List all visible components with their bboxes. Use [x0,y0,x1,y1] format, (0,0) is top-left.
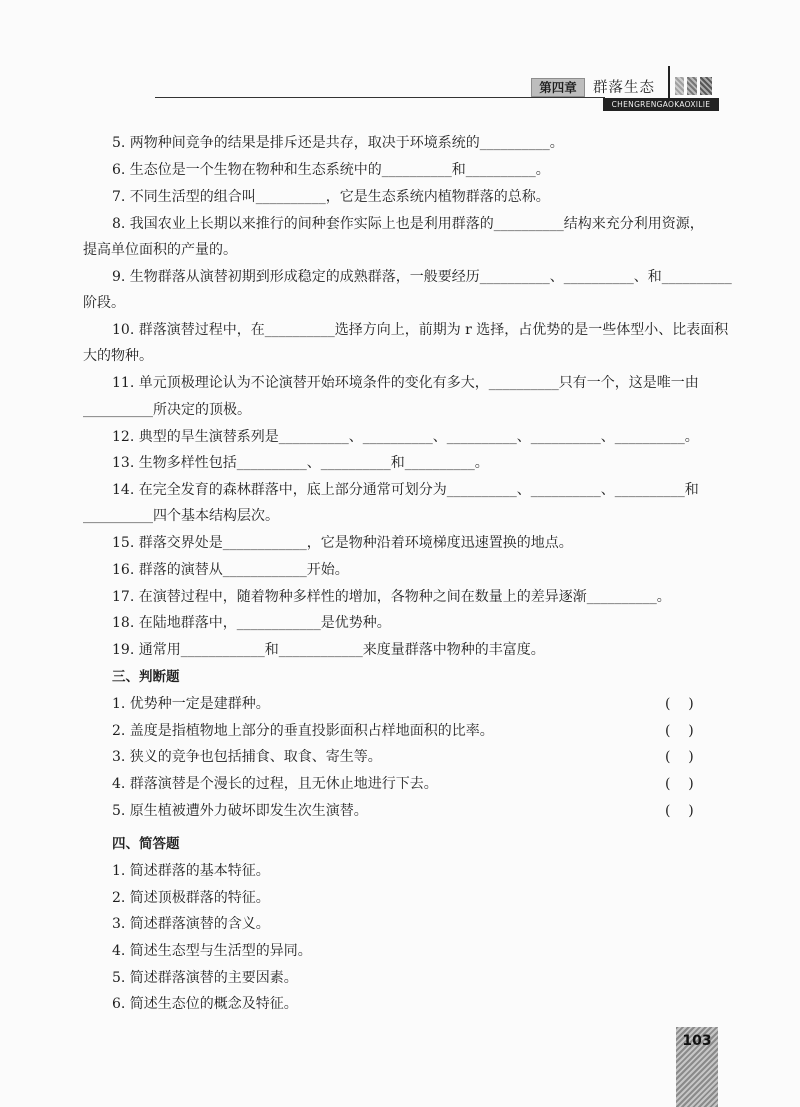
decorative-squares-icon [675,77,715,95]
judgment-item: 5. 原生植被遭外力破坏即发生次生演替。 [112,803,368,819]
judgment-item: 4. 群落演替是个漫长的过程，且无休止地进行下去。 [112,776,438,792]
answer-paren: ( ) [665,803,694,819]
fill-in-question-cont: __________所决定的顶极。 [83,402,251,418]
section-heading-short-answer: 四、简答题 [112,836,180,852]
short-answer-item: 3. 简述群落演替的含义。 [112,916,270,932]
fill-in-question: 6. 生态位是一个生物在物种和生态系统中的__________和__________。 [112,162,550,178]
fill-in-question: 14. 在完全发育的森林群落中，底上部分通常可划分为__________、__________、__________和 [112,482,699,498]
page-number: 103 [682,1033,712,1049]
page-number-tab [676,1027,718,1107]
short-answer-item: 2. 简述顶极群落的特征。 [112,890,270,906]
fill-in-question: 5. 两物种间竞争的结果是排斥还是共存，取决于环境系统的__________。 [112,135,564,151]
short-answer-item: 6. 简述生态位的概念及特征。 [112,996,298,1012]
fill-in-question: 18. 在陆地群落中，____________是优势种。 [112,615,391,631]
answer-paren: ( ) [665,776,694,792]
answer-paren: ( ) [665,696,694,712]
judgment-item: 1. 优势种一定是建群种。 [112,696,270,712]
fill-in-question: 9. 生物群落从演替初期到形成稳定的成熟群落，一般要经历__________、__________、和__________ [112,269,732,285]
fill-in-question: 15. 群落交界处是____________，它是物种沿着环境梯度迅速置换的地点。 [112,535,573,551]
fill-in-question: 13. 生物多样性包括__________、__________和__________。 [112,455,489,471]
fill-in-question: 17. 在演替过程中，随着物种多样性的增加，各物种之间在数量上的差异逐渐__________。 [112,589,671,605]
header-rule [155,97,605,98]
fill-in-question: 16. 群落的演替从____________开始。 [112,562,349,578]
judgment-item: 2. 盖度是指植物地上部分的垂直投影面积占样地面积的比率。 [112,723,494,739]
fill-in-question: 12. 典型的旱生演替系列是__________、__________、__________、__________、__________。 [112,429,699,445]
judgment-item: 3. 狭义的竞争也包括捕食、取食、寄生等。 [112,749,382,765]
fill-in-question-cont: 阶段。 [83,295,125,311]
series-subtitle: CHENGRENGAOKAOXILIE [603,98,719,111]
fill-in-question-cont: __________四个基本结构层次。 [83,508,279,524]
fill-in-question: 10. 群落演替过程中，在__________选择方向上，前期为 r 选择，占优势的是一些体型小、比表面积 [112,322,729,338]
fill-in-question-cont: 大的物种。 [83,348,153,364]
chapter-title: 群落生态 [593,80,655,96]
short-answer-item: 5. 简述群落演替的主要因素。 [112,970,298,986]
fill-in-question: 7. 不同生活型的组合叫__________，它是生态系统内植物群落的总称。 [112,189,550,205]
short-answer-item: 1. 简述群落的基本特征。 [112,863,270,879]
answer-paren: ( ) [665,723,694,739]
chapter-label: 第四章 [531,78,585,97]
answer-paren: ( ) [665,749,694,765]
header-divider [668,66,670,100]
fill-in-question: 8. 我国农业上长期以来推行的间种套作实际上也是利用群落的__________结构来充分利用资源， [112,216,704,232]
fill-in-question: 11. 单元顶极理论认为不论演替开始环境条件的变化有多大，__________只有一个，这是唯一由 [112,375,699,391]
section-heading-judgment: 三、判断题 [112,669,180,685]
short-answer-item: 4. 简述生态型与生活型的异同。 [112,943,312,959]
fill-in-question: 19. 通常用____________和____________来度量群落中物种的丰富度。 [112,642,545,658]
fill-in-question-cont: 提高单位面积的产量的。 [83,242,237,258]
